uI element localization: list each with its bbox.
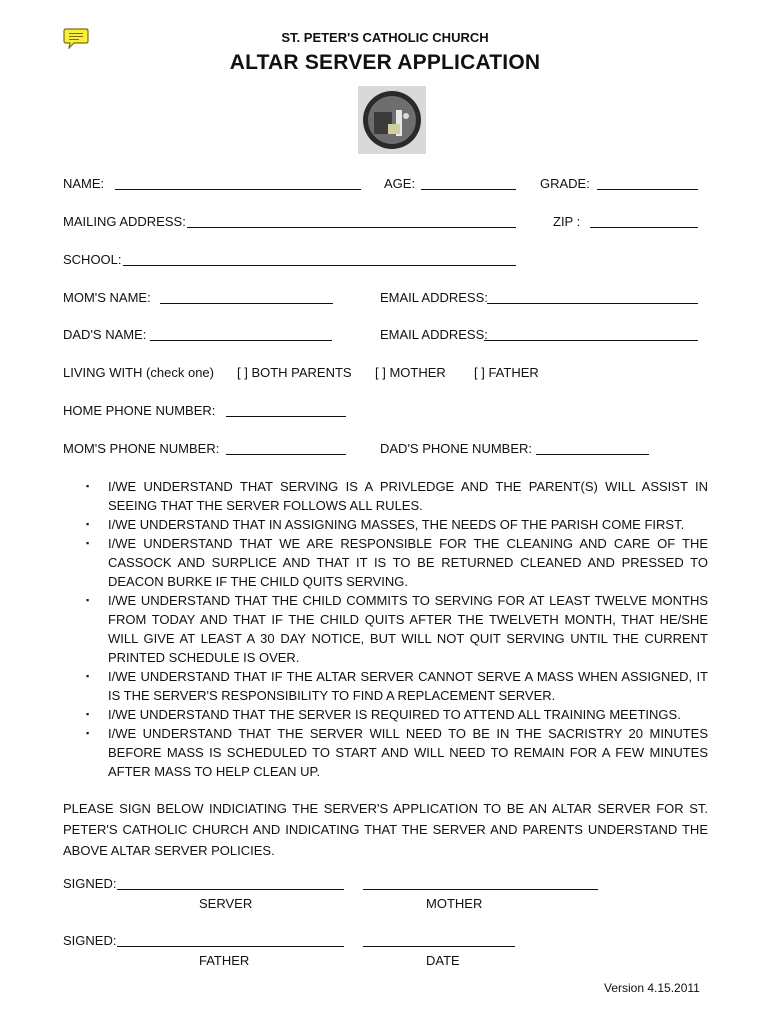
rule-item: ▪ I/WE UNDERSTAND THAT THE CHILD COMMITS TO SERVING FOR AT LEAST TWELVE MONTHS FROM TODAY AND THAT IF THE CHILD QUITS AFTER THE TWELVETH MONTH, THAT HE/SHE WILL GIVE AT LEAST A 30 DAY NOTICE, BUT WILL NOT QUIT SERVING UNTIL THE CURRENT PRINTED SCHEDULE IS OVER. (86, 593, 708, 665)
rule-item: ▪ I/WE UNDERSTAND THAT IN ASSIGNING MASSES, THE NEEDS OF THE PARISH COME FIRST. (86, 517, 685, 532)
rule-item: ▪ I/WE UNDERSTAND THAT SERVING IS A PRIVLEDGE AND THE PARENT(S) WILL ASSIST IN SEEING THAT THE SERVER FOLLOWS ALL RULES. (86, 479, 708, 513)
grade-label: GRADE: (540, 176, 590, 191)
date-field[interactable] (363, 946, 515, 947)
bullet-icon: ▪ (86, 595, 90, 605)
bullet-icon: ▪ (86, 538, 90, 548)
signed-label-2: SIGNED: (63, 933, 117, 948)
rules-list (86, 477, 708, 781)
closing-paragraph: PLEASE SIGN BELOW INDICIATING THE SERVER'S APPLICATION TO BE AN ALTAR SERVER FOR ST. PETER'S CATHOLIC CHURCH AND INDICATING THAT THE SERVER AND PARENTS UNDERSTAND THE ABOVE ALTAR SERVER POLICIES. (63, 801, 708, 858)
mailing-address-label: MAILING ADDRESS: (63, 214, 186, 229)
mother-checkbox[interactable]: [ ] MOTHER (375, 365, 446, 380)
school-field[interactable] (123, 265, 516, 266)
bullet-icon: ▪ (86, 709, 90, 719)
living-with-label: LIVING WITH (check one) (63, 365, 214, 380)
father-checkbox[interactable]: [ ] FATHER (474, 365, 539, 380)
dads-phone-field[interactable] (536, 454, 649, 455)
moms-name-label: MOM'S NAME: (63, 290, 151, 305)
father-signature-field[interactable] (117, 946, 344, 947)
bullet-icon: ▪ (86, 671, 90, 681)
name-label: NAME: (63, 176, 105, 191)
email-address-label-1: EMAIL ADDRESS: (380, 290, 488, 305)
moms-name-field[interactable] (160, 303, 333, 304)
moms-phone-field[interactable] (226, 454, 346, 455)
both-parents-checkbox[interactable]: [ ] BOTH PARENTS (237, 365, 352, 380)
grade-field[interactable] (597, 189, 698, 190)
email-address-label-2: EMAIL ADDRESS: (380, 327, 488, 342)
signed-label-1: SIGNED: (63, 876, 117, 891)
zip-field[interactable] (590, 227, 698, 228)
server-label: SERVER (199, 896, 253, 911)
page-title: ALTAR SERVER APPLICATION (229, 51, 541, 74)
school-label: SCHOOL: (63, 252, 122, 267)
rule-item: ▪ I/WE UNDERSTAND THAT THE SERVER WILL NEED TO BE IN THE SACRISTRY 20 MINUTES BEFORE MASS IS SCHEDULED TO START AND WILL NEED TO REMAIN FOR A FEW MINUTES AFTER MASS TO HELP CLEAN UP. (86, 726, 708, 779)
mother-signature-field[interactable] (363, 889, 598, 890)
church-name: ST. PETER'S CATHOLIC CHURCH (281, 30, 489, 45)
home-phone-label: HOME PHONE NUMBER: (63, 403, 216, 418)
version-label: Version 4.15.2011 (604, 981, 700, 995)
bullet-icon: ▪ (86, 519, 90, 529)
mailing-address-field[interactable] (187, 227, 516, 228)
server-signature-field[interactable] (117, 889, 344, 890)
age-label: AGE: (384, 176, 416, 191)
email-address-field-2[interactable] (484, 340, 698, 341)
date-label: DATE (426, 953, 460, 968)
home-phone-field[interactable] (226, 416, 346, 417)
zip-label: ZIP : (553, 214, 581, 229)
dads-name-field[interactable] (150, 340, 332, 341)
email-address-field-1[interactable] (487, 303, 698, 304)
dads-phone-label: DAD'S PHONE NUMBER: (380, 441, 533, 456)
rule-item: ▪ I/WE UNDERSTAND THAT IF THE ALTAR SERVER CANNOT SERVE A MASS WHEN ASSIGNED, IT IS THE SERVER'S RESPONSIBILITY TO FIND A REPLACEMENT SERVER. (86, 669, 708, 703)
age-field[interactable] (421, 189, 516, 190)
bullet-icon: ▪ (86, 481, 90, 491)
rule-item: ▪ I/WE UNDERSTAND THAT WE ARE RESPONSIBLE FOR THE CLEANING AND CARE OF THE CASSOCK AND SURPLICE AND THAT IT IS TO BE RETURNED CLEANED AND PRESSED TO DEACON BURKE IF THE CHILD QUITS SERVING. (86, 536, 708, 589)
moms-phone-label: MOM'S PHONE NUMBER: (63, 441, 220, 456)
father-label: FATHER (199, 953, 250, 968)
rule-item: ▪ I/WE UNDERSTAND THAT THE SERVER IS REQUIRED TO ATTEND ALL TRAINING MEETINGS. (86, 707, 681, 722)
name-field[interactable] (115, 189, 361, 190)
mother-label: MOTHER (426, 896, 483, 911)
bullet-icon: ▪ (86, 728, 90, 738)
church-seal-logo (358, 86, 426, 154)
dads-name-label: DAD'S NAME: (63, 327, 147, 342)
